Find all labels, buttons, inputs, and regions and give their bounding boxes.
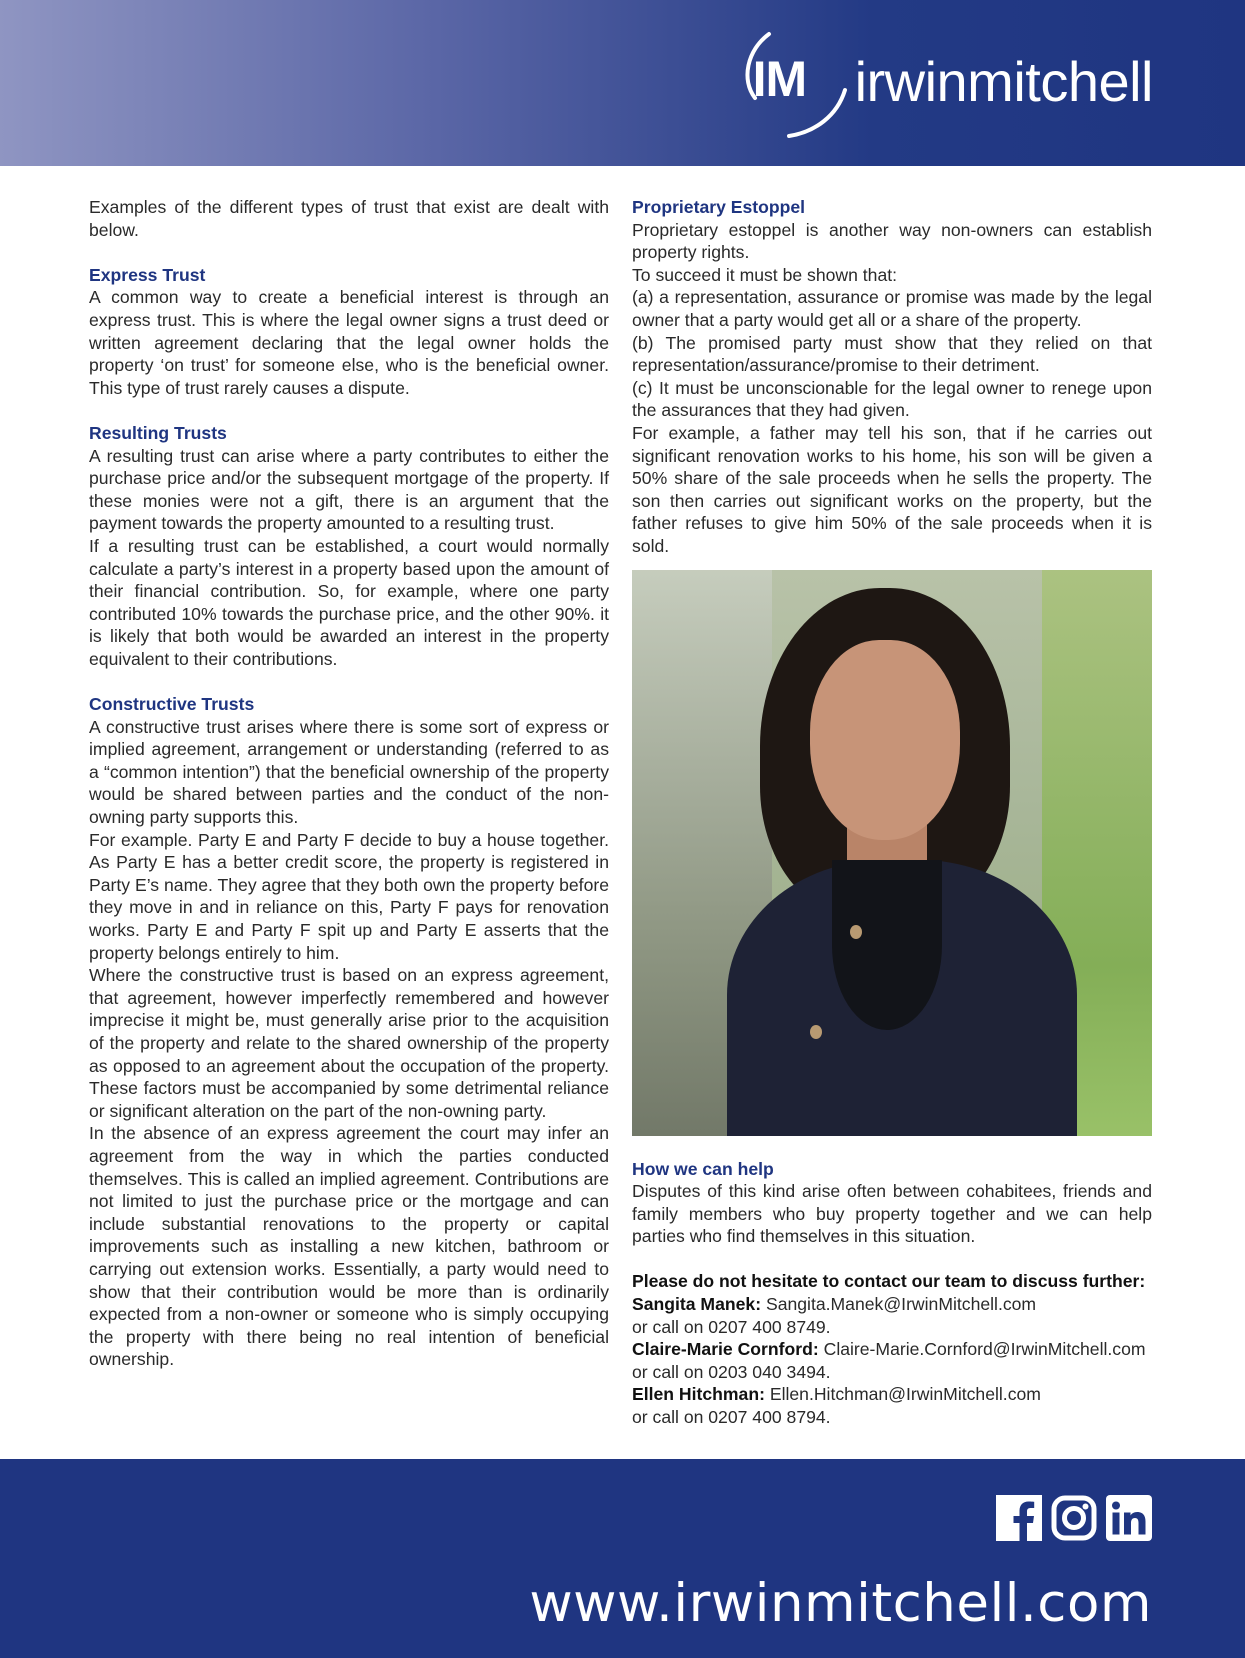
right-column [632,196,1152,1429]
contact-name: Ellen Hitchman: [632,1384,765,1405]
resulting-trusts-text-2: If a resulting trust can be established, a court would normally calculate a party’s interest in a property based upon the amount of their financial contribution. So, for example, where one party contributed 10% towards the purchase price, and the other 90%. it is likely that both would be awarded an interest in the property equivalent to their contributions. [89,535,609,669]
express-trust-heading: Express Trust [89,264,206,285]
contact-phone: or call on 0207 400 8794. [632,1407,831,1428]
brand-logo[interactable] [733,28,1153,138]
contact-name: Sangita Manek: [632,1294,762,1315]
instagram-icon[interactable] [1051,1495,1097,1541]
contact-phone: or call on 0207 400 8749. [632,1316,831,1337]
contact-person [632,1338,1152,1361]
estoppel-text-2: To succeed it must be shown that: [632,264,898,285]
contact-email-link[interactable]: Ellen.Hitchman@IrwinMitchell.com [769,1384,1041,1405]
constructive-trusts-heading: Constructive Trusts [89,694,255,715]
contact-phone: or call on 0203 040 3494. [632,1361,831,1382]
logo-mark-text: IM [752,51,807,107]
contact-person [632,1383,1152,1406]
proprietary-estoppel-heading: Proprietary Estoppel [632,197,806,217]
estoppel-text-1: Proprietary estoppel is another way non-owners can establish property rights. [632,219,1152,263]
social-links [996,1495,1152,1541]
logo-mark [733,28,851,138]
logo-wordmark: irwinmitchell [854,49,1153,113]
estoppel-example: For example, a father may tell his son, that if he carries out significant renovation works to his home, his son will be given a 50% share of the sale proceeds when he sells the property. The son then carries out significant works on the property, but the father refuses to give him 50% of the sale proceeds when it is sold. [632,422,1152,556]
resulting-trusts-text-1: A resulting trust can arise where a party contributes to either the purchase price and/or the subsequent mortgage of the property. If these monies were not a gift, there is an argument that the payment towards the property amounted to a resulting trust. [89,445,609,534]
left-column [89,196,609,1371]
constructive-trusts-text-4: In the absence of an express agreement the court may infer an agreement from the way in which the parties conducted themselves. This is called an implied agreement. Contributions are not limited to just the purchase price or the mortgage and can include substantial renovations to the property or capital improvements such as installing a new kitchen, bathroom or carrying out extension works. Essentially, a party would need to show that their contribution would be more than is ordinarily expected from a non-owner or someone who is simply occupying the property with there being no real intention of beneficial ownership. [89,1123,609,1370]
contact-person [632,1293,1152,1316]
footer [0,1459,1245,1658]
how-we-can-help-text: Disputes of this kind arise often between cohabitees, friends and family members who buy property together and we can help parties who find themselves in this situation. [632,1181,1152,1247]
website-url[interactable]: www.irwinmitchell.com [529,1573,1152,1634]
resulting-trusts-heading: Resulting Trusts [89,422,227,443]
constructive-trusts-text-2: For example. Party E and Party F decide to buy a house together. As Party E has a better credit score, the property is registered in Party E’s name. They agree that they both own the property before they move in and in reliance on this, Party F pays for renovation works. Party E and Party F spit up and Party E asserts that the property belongs entirely to him. [89,829,609,963]
estoppel-point-b: (b) The promised party must show that they relied on that representation/assurance/promise to their detriment. [632,332,1152,376]
header-banner [0,0,1245,166]
contact-section [632,1270,1152,1428]
facebook-icon[interactable] [996,1495,1042,1541]
constructive-trusts-text-3: Where the constructive trust is based on an express agreement, that agreement, however imperfectly remembered and however imprecise it might be, must generally arise prior to the acquisition of the property and relate to the shared ownership of the property as opposed to an agreement about the occupation of the property. These factors must be accompanied by some detrimental reliance or significant alteration on the part of the non-owning party. [89,965,609,1121]
contact-email-link[interactable]: Claire-Marie.Cornford@IrwinMitchell.com [823,1339,1146,1360]
contact-email-link[interactable]: Sangita.Manek@IrwinMitchell.com [765,1294,1037,1315]
estoppel-point-c: (c) It must be unconscionable for the legal owner to renege upon the assurances that they had given. [632,377,1152,421]
constructive-trusts-text-1: A constructive trust arises where there is some sort of express or implied agreement, arrangement or understanding (referred to as a “common intention”) that the beneficial ownership of the property would be shared between parties and the conduct of the non-owning party supports this. [89,716,609,828]
portrait-photo [632,570,1152,1136]
express-trust-text: A common way to create a beneficial interest is through an express trust. This is where the legal owner signs a trust deed or written agreement declaring that the legal owner holds the property ‘on trust’ for someone else, who is the beneficial owner. This type of trust rarely causes a dispute. [89,287,609,398]
intro-paragraph: Examples of the different types of trust that exist are dealt with below. [89,197,609,240]
contact-intro: Please do not hesitate to contact our team to discuss further: [632,1271,1146,1292]
linkedin-icon[interactable] [1106,1495,1152,1541]
estoppel-point-a: (a) a representation, assurance or promise was made by the legal owner that a party would get all or a share of the property. [632,287,1152,330]
how-we-can-help-heading: How we can help [632,1158,774,1179]
contact-name: Claire-Marie Cornford: [632,1339,819,1360]
